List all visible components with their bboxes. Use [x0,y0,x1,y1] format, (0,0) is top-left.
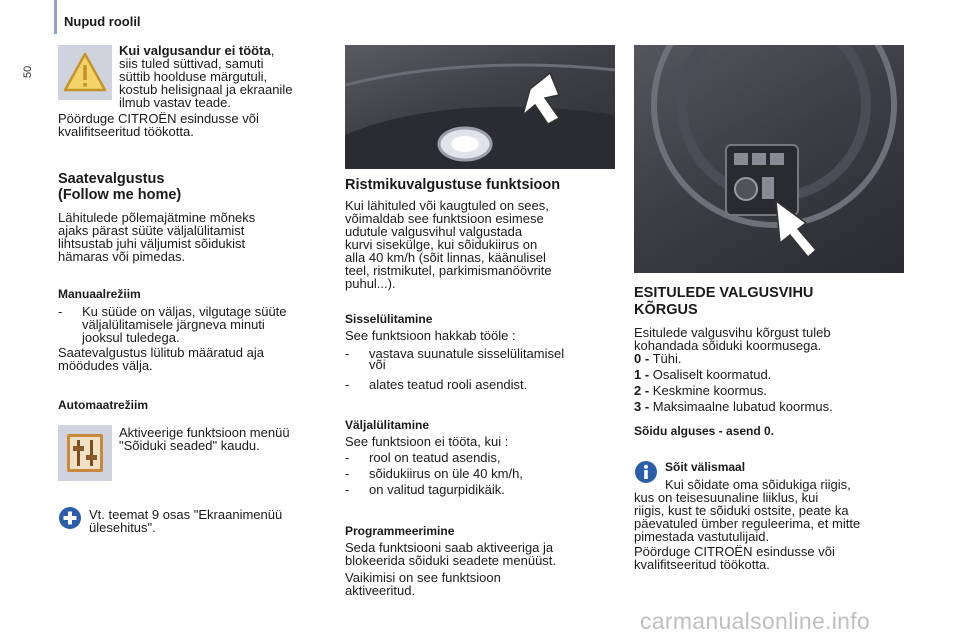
fog-lamp-illustration [345,45,615,169]
switch-on-bullet: - vastava suunatule sisselülitamisel [345,346,565,361]
text-line: Vt. teemat 9 osas "Ekraanimenüü [89,507,283,522]
contact-line: kvalifitseeritud töökotta. [634,557,770,572]
see-reference-text [89,508,334,534]
plus-icon-wrap [58,506,82,530]
text-line: Aktiveerige funktsioon menüü [119,425,290,440]
intro-line: kurvi sisekülge, kui sõidukiirus on [345,237,538,252]
list-item [634,384,904,400]
watermark: carmanualsonline.info [640,608,871,634]
follow-me-title: Saatevalgustus [58,171,165,187]
headlamp-intro [634,326,904,352]
level-text: Osaliselt koormatud. [652,367,772,382]
switch-on-or: või [369,357,386,372]
programming-text [345,541,615,567]
switch-off-lead: See funktsioon ei tööta, kui : [345,434,509,449]
intro-line: kohandada sõiduki koormusega. [634,338,822,353]
dashboard-controls-photo [634,45,904,273]
switch-off-title: Väljalülitamine [345,418,430,432]
level-key: 2 - [634,383,650,398]
warning-line: kostub helisignaal ja ekraanile [119,82,293,97]
level-text: Maksimaalne lubatud koormus. [652,399,833,414]
text-line: aktiveeritud. [345,583,416,598]
text-line: "Sõiduki seaded" kaudu. [119,438,260,453]
list-item [634,368,904,384]
cornering-title: Ristmikuvalgustuse funktsioon [345,177,561,193]
page-number: 50 [22,65,34,78]
page-header-title: Nupud roolil [64,14,141,29]
intro-line: Esitulede valgusvihu kõrgust tuleb [634,325,831,340]
bullet-text: jooksul tuledega. [82,330,180,345]
headlamp-heading [634,285,904,319]
headlamp-title-cont: KÕRGUS [634,302,698,318]
intro-line: hämaras või pimedas. [58,249,186,264]
list-item [634,352,904,368]
text-line: Vaikimisi on see funktsioon [345,570,501,585]
manual-mode-bullet: - Ku süüde on väljas, vilgutage süüte väljalülitamisele järgneva minuti jooksul tuledega. [58,304,287,345]
text-line: pimestada vastutulijaid. [634,529,770,544]
warning-triangle-icon [58,45,112,100]
follow-me-subtitle: (Follow me home) [58,187,182,203]
abroad-contact [634,545,909,571]
settings-sliders-icon [58,425,112,481]
warning-line: süttib hoolduse märgutuli, [119,69,268,84]
programming-title: Programmeerimine [345,524,455,538]
contact-line: Pöörduge CITROËN esindusse või [634,544,835,559]
dashboard-controls-illustration [634,45,904,273]
switch-on-bullet: - alates teatud rooli asendist. [345,377,528,392]
headlamp-title: ESITULEDE VALGUSVIHU [634,285,814,301]
text-line: ülesehitus". [89,520,156,535]
warning-line: ilmub vastav teade. [119,95,232,110]
start-position-note: Sõidu alguses - asend 0. [634,424,775,438]
load-levels-list [634,352,904,416]
warning-title: Kui valgusandur ei tööta [119,43,271,58]
switch-on-lead: See funktsioon hakkab tööle : [345,328,516,343]
warning-icon-box [58,45,112,100]
switch-on-title: Sisselülitamine [345,312,433,326]
level-key: 0 - [634,351,650,366]
intro-line: võimaldab see funktsioon esimese [345,211,544,226]
follow-me-heading [58,171,328,203]
bullet-text: väljalülitamisele järgneva minuti [82,317,265,332]
text-line: blokeerida sõiduki seadete menüüst. [345,553,557,568]
plus-icon [58,506,82,530]
level-text: Tühi. [652,351,682,366]
text-line: kus on teisesuunaline liiklus, kui [634,490,819,505]
programming-default [345,571,615,597]
follow-me-intro [58,211,333,263]
intro-line: udutule valgusvihul valgustada [345,224,523,239]
contact-line: Pöörduge CITROËN esindusse või [58,111,259,126]
header-accent-bar [54,0,57,34]
settings-icon-box [58,425,112,481]
warning-line: siis tuled süttivad, samuti [119,56,264,71]
text-line: Kui sõidate oma sõidukiga riigis, [665,477,851,492]
warning-contact [58,112,328,138]
intro-line: teel, ristmikutel, parkimismanöövrite [345,263,552,278]
warning-text: Kui valgusandur ei tööta, siis tuled süttivad, samuti süttib hoolduse märgutuli, kostub helisignaal ja ekraanile ilmub vastav teade. [119,44,334,109]
bullet-text: vastava suunatule sisselülitamisel [369,346,565,361]
text-line: möödudes välja. [58,358,153,373]
contact-line: kvalifitseeritud töökotta. [58,124,194,139]
text-line: riigis, kust te sõiduki ostsite, peate ka [634,503,849,518]
level-key: 1 - [634,367,650,382]
fog-lamp-photo [345,45,615,169]
cornering-intro [345,199,615,290]
intro-line: alla 40 km/h (sõit linnas, käänulisel [345,250,546,265]
intro-line: lihtsustab juhi väljumist sõidukist [58,236,246,251]
text-line: päevatuled ümber reguleerima, et mitte [634,516,861,531]
bullet-text: on valitud tagurpidikäik. [369,482,505,497]
bullet-text: alates teatud rooli asendist. [369,377,528,392]
manual-mode-after [58,346,333,372]
bullet-text: rool on teatud asendis, [369,450,501,465]
auto-mode-text [119,426,334,452]
list-item [634,400,904,416]
level-key: 3 - [634,399,650,414]
text-line: Saatevalgustus lülitub määratud aja [58,345,264,360]
switch-off-bullets: - rool on teatud asendis, - sõidukiirus on üle 40 km/h, - on valitud tagurpidikäik. [345,450,523,497]
manual-mode-title: Manuaalrežiim [58,287,141,301]
bullet-text: sõidukiirus on üle 40 km/h, [369,466,523,481]
intro-line: ajaks pärast süüte väljalülitamist [58,223,245,238]
intro-line: Kui lähituled või kaugtuled on sees, [345,198,549,213]
abroad-title: Sõit välismaal [665,460,746,474]
text-line: Seda funktsiooni saab aktiveeriga ja [345,540,554,555]
level-text: Keskmine koormus. [652,383,767,398]
intro-line: Lähitulede põlemajätmine mõneks [58,210,256,225]
intro-line: puhul...). [345,276,396,291]
bullet-text: Ku süüde on väljas, vilgutage süüte [82,304,287,319]
auto-mode-title: Automaatrežiim [58,398,149,412]
abroad-text [634,478,909,543]
